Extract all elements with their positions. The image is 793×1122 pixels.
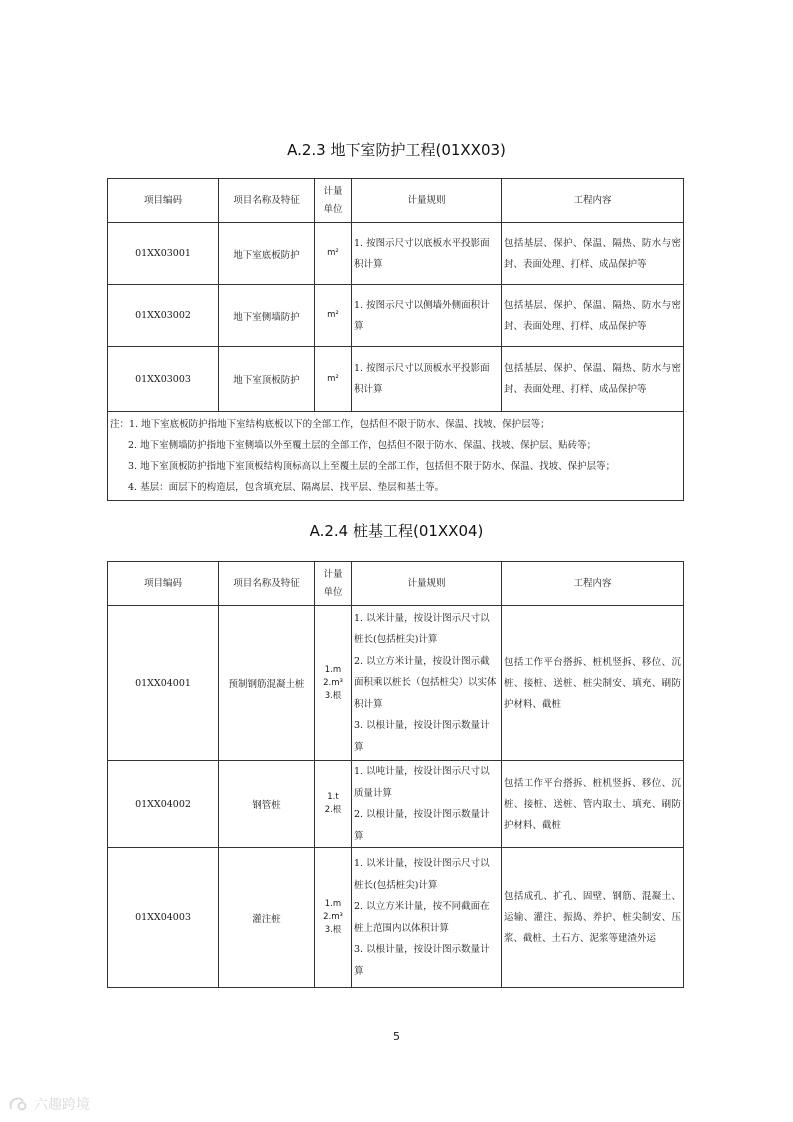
item-rule: 1. 按图示尺寸以顶板水平投影面积计算 xyxy=(352,347,502,412)
rule-line: 1. 以米计量，按设计图示尺寸以桩长(包括桩尖)计算 xyxy=(354,858,490,891)
rule-line: 1. 以米计量，按设计图示尺寸以桩长(包括桩尖)计算 xyxy=(354,612,490,646)
rule-line: 1. 以吨计量，按设计图示尺寸以质量计算 xyxy=(354,766,490,799)
item-code: 01XX04003 xyxy=(108,848,219,988)
header-rule: 计量规则 xyxy=(352,179,502,223)
table-a24 xyxy=(107,561,684,988)
item-rule: 1. 按图示尺寸以底板水平投影面积计算 xyxy=(352,223,502,285)
rule-line: 2. 以立方米计量，按不同截面在桩上范围内以体积计算 xyxy=(354,901,490,934)
rule-line: 3. 以根计量，按设计图示数量计算 xyxy=(354,720,490,753)
header-rule: 计量规则 xyxy=(352,562,502,606)
item-code: 01XX04002 xyxy=(108,761,219,848)
note-line: 4. 基层：面层下的构造层，包含填充层、隔离层、找平层、垫层和基土等。 xyxy=(128,482,445,493)
logo-icon xyxy=(8,1095,30,1113)
item-name: 钢管桩 xyxy=(219,761,315,848)
table-a23 xyxy=(107,178,684,501)
section-title-a24: A.2.4 桩基工程(01XX04) xyxy=(309,522,484,540)
item-unit: 1.m 2.m³ 3.根 xyxy=(315,848,352,988)
item-code: 01XX03001 xyxy=(108,223,219,285)
watermark-text: 六趣跨境 xyxy=(34,1097,90,1113)
notes-cell xyxy=(108,412,684,501)
item-code: 01XX03003 xyxy=(108,347,219,412)
header-content: 工程内容 xyxy=(502,562,684,606)
item-rule xyxy=(352,848,502,988)
rule-line: 3. 以根计量，按设计图示数量计算 xyxy=(354,944,490,977)
notes-row xyxy=(108,412,684,501)
note-line: 注：1. 地下室底板防护指地下室结构底板以下的全部工作，包括但不限于防水、保温、找坡、保护层等； xyxy=(110,419,550,430)
rule-line: 2. 以立方米计量，按设计图示截面积乘以桩长（包括桩尖）以实体积计算 xyxy=(354,655,497,710)
rule-line: 2. 以根计量，按设计图示数量计算 xyxy=(354,809,490,842)
item-name: 预制钢筋混凝土桩 xyxy=(219,606,315,761)
item-name: 地下室侧墙防护 xyxy=(219,285,315,347)
item-unit: 1.t 2.根 xyxy=(315,761,352,848)
header-name: 项目名称及特征 xyxy=(219,562,315,606)
item-rule xyxy=(352,606,502,761)
table-row xyxy=(108,223,684,285)
table-row xyxy=(108,848,684,988)
item-unit: m² xyxy=(315,347,352,412)
header-content: 工程内容 xyxy=(502,179,684,223)
item-name: 灌注桩 xyxy=(219,848,315,988)
watermark xyxy=(8,1094,90,1114)
item-content: 包括工作平台搭拆、桩机竖拆、移位、沉桩、接桩、送桩、桩尖制安、填充、刷防护材料、截桩 xyxy=(502,606,684,761)
table-row xyxy=(108,761,684,848)
item-name: 地下室底板防护 xyxy=(219,223,315,285)
header-code: 项目编码 xyxy=(108,562,219,606)
item-rule xyxy=(352,761,502,848)
table-row xyxy=(108,285,684,347)
item-content: 包括成孔、扩孔、固壁、钢筋、混凝土、运输、灌注、振捣、养护、桩尖制安、压浆、截桩、土石方、泥浆等建渣外运 xyxy=(502,848,684,988)
page-number: 5 xyxy=(393,1030,400,1043)
header-name: 项目名称及特征 xyxy=(219,179,315,223)
table-row xyxy=(108,347,684,412)
item-unit: 1.m 2.m³ 3.根 xyxy=(315,606,352,761)
item-rule: 1. 按图示尺寸以侧墙外侧面积计算 xyxy=(352,285,502,347)
table-header-row xyxy=(108,179,684,223)
header-code: 项目编码 xyxy=(108,179,219,223)
item-content: 包括基层、保护、保温、隔热、防水与密封、表面处理、打样、成品保护等 xyxy=(502,285,684,347)
table-header-row xyxy=(108,562,684,606)
item-unit: m² xyxy=(315,223,352,285)
note-line: 3. 地下室顶板防护指地下室顶板结构顶标高以上至覆土层的全部工作，包括但不限于防水、保温、找坡、保护层等； xyxy=(128,461,616,472)
item-code: 01XX04001 xyxy=(108,606,219,761)
header-unit: 计量 单位 xyxy=(315,179,352,223)
header-unit: 计量 单位 xyxy=(315,562,352,606)
item-content: 包括基层、保护、保温、隔热、防水与密封、表面处理、打样、成品保护等 xyxy=(502,347,684,412)
item-content: 包括基层、保护、保温、隔热、防水与密封、表面处理、打样、成品保护等 xyxy=(502,223,684,285)
item-unit: m² xyxy=(315,285,352,347)
note-line: 2. 地下室侧墙防护指地下室侧墙以外至覆土层的全部工作，包括但不限于防水、保温、找坡、保护层、贴砖等； xyxy=(128,440,597,451)
table-row xyxy=(108,606,684,761)
section-title-a23: A.2.3 地下室防护工程(01XX03) xyxy=(287,141,506,159)
item-name: 地下室顶板防护 xyxy=(219,347,315,412)
item-code: 01XX03002 xyxy=(108,285,219,347)
item-content: 包括工作平台搭拆、桩机竖拆、移位、沉桩、接桩、送桩、管内取土、填充、刷防护材料、截桩 xyxy=(502,761,684,848)
